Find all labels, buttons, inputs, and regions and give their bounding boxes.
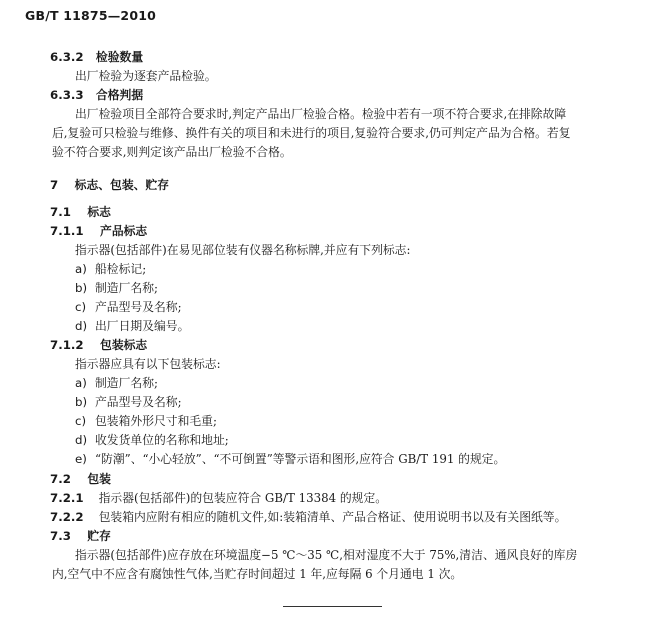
section-title: 合格判据 <box>95 88 144 102</box>
list-item <box>75 452 505 466</box>
list-text: 包装箱外形尺寸和毛重; <box>95 414 217 428</box>
paragraph-line: 内,空气中不应含有腐蚀性气体,当贮存时间超过 1 年,应每隔 6 个月通电 1 次。 <box>52 567 463 581</box>
section-number: 7.2 <box>50 472 71 486</box>
heading-7-1-1 <box>50 224 147 238</box>
section-number: 7.1 <box>50 205 71 219</box>
list-text: 船检标记; <box>95 262 147 276</box>
list-text: 制造厂名称; <box>95 376 158 390</box>
list-label: d) <box>75 319 88 333</box>
list-label: a) <box>75 376 87 390</box>
standard-code-header: GB/T 11875—2010 <box>25 8 157 23</box>
paragraph-line: 出厂检验项目全部符合要求时,判定产品出厂检验合格。检验中若有一项不符合要求,在排除故障 <box>75 107 567 121</box>
section-number: 6.3.2 <box>50 50 84 64</box>
list-text: 制造厂名称; <box>95 281 158 295</box>
section-number: 7.1.2 <box>50 338 84 352</box>
clause-7-2-1 <box>50 491 387 505</box>
list-text: “防潮”、“小心轻放”、“不可倒置”等警示语和图形,应符合 GB/T 191 的规定。 <box>95 452 506 466</box>
paragraph-line: 验不符合要求,则判定该产品出厂检验不合格。 <box>52 145 292 159</box>
section-title: 产品标志 <box>100 224 148 238</box>
clause-text: 指示器(包括部件)的包装应符合 GB/T 13384 的规定。 <box>98 491 388 505</box>
section-number: 7.2.2 <box>50 510 84 524</box>
section-number: 7.2.1 <box>50 491 84 505</box>
section-title: 检验数量 <box>95 50 144 64</box>
list-item <box>75 281 158 295</box>
list-text: 收发货单位的名称和地址; <box>95 433 229 447</box>
clause-text: 包装箱内应附有相应的随机文件,如:装箱清单、产品合格证、使用说明书以及有关图纸等。 <box>98 510 567 524</box>
list-label: c) <box>75 300 87 314</box>
section-number: 6.3.3 <box>50 88 84 102</box>
heading-6-3-2 <box>50 50 143 64</box>
paragraph-intro: 指示器应具有以下包装标志: <box>75 357 221 371</box>
heading-7 <box>50 178 169 192</box>
heading-6-3-3 <box>50 88 143 102</box>
end-rule <box>283 606 382 607</box>
section-title: 标志、包装、贮存 <box>74 178 170 192</box>
list-item <box>75 300 182 314</box>
section-number: 7.1.1 <box>50 224 84 238</box>
heading-7-3 <box>50 529 111 543</box>
list-label: e) <box>75 452 87 466</box>
list-text: 产品型号及名称; <box>95 300 182 314</box>
list-text: 出厂日期及编号。 <box>95 319 190 333</box>
paragraph-line: 后,复验可只检验与维修、换件有关的项目和未进行的项目,复验符合要求,仍可判定产品为合格。若复 <box>52 126 571 140</box>
list-label: d) <box>75 433 88 447</box>
heading-7-1 <box>50 205 111 219</box>
list-item <box>75 262 146 276</box>
section-number: 7 <box>50 178 59 192</box>
list-item <box>75 414 217 428</box>
list-item <box>75 395 182 409</box>
list-item <box>75 319 189 333</box>
paragraph-6-3-2: 出厂检验为逐套产品检验。 <box>75 69 217 83</box>
list-text: 产品型号及名称; <box>95 395 182 409</box>
heading-7-1-2 <box>50 338 147 352</box>
section-number: 7.3 <box>50 529 71 543</box>
section-title: 包装标志 <box>100 338 148 352</box>
section-title: 包装 <box>87 472 111 486</box>
list-label: b) <box>75 281 88 295</box>
list-item <box>75 433 229 447</box>
paragraph-line: 指示器(包括部件)应存放在环境温度−5 ℃～35 ℃,相对湿度不大于 75%,清洁、通风良好的库房 <box>75 548 578 562</box>
paragraph-intro: 指示器(包括部件)在易见部位装有仪器名称标牌,并应有下列标志: <box>75 243 411 257</box>
list-label: a) <box>75 262 87 276</box>
list-label: c) <box>75 414 87 428</box>
section-title: 贮存 <box>87 529 111 543</box>
list-item <box>75 376 158 390</box>
section-title: 标志 <box>87 205 111 219</box>
clause-7-2-2 <box>50 510 566 524</box>
list-label: b) <box>75 395 88 409</box>
heading-7-2 <box>50 472 111 486</box>
